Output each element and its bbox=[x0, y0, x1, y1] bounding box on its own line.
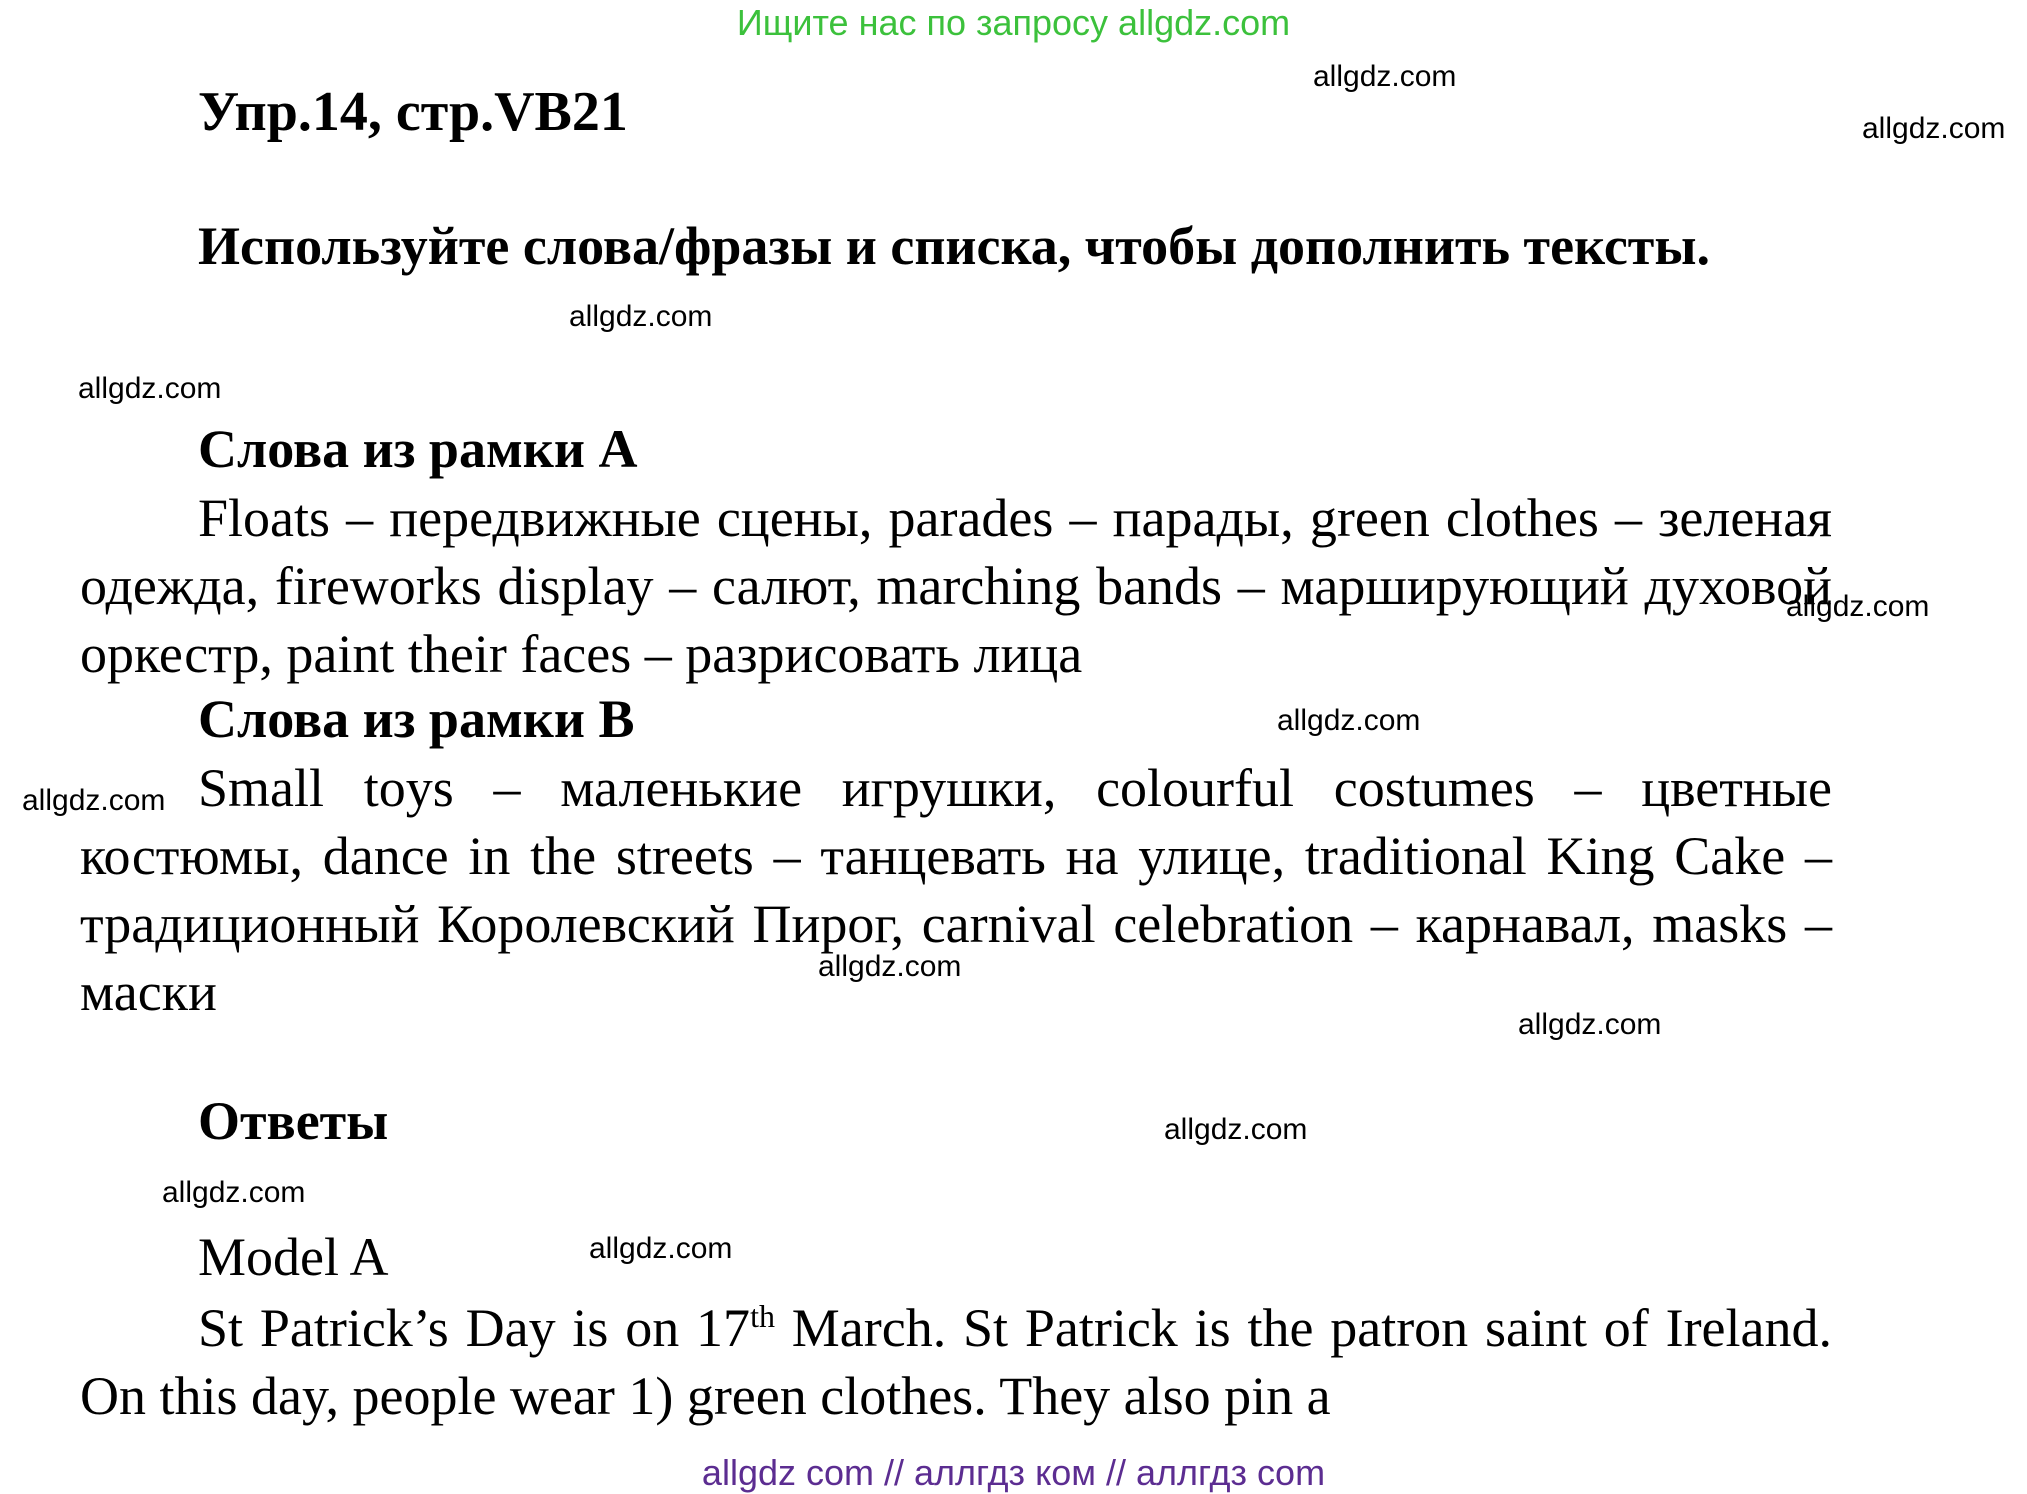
watermark: allgdz.com bbox=[1518, 1008, 1662, 1041]
box-a-text: Floats – передвижные сцены, parades – парады, green clothes – зеленая одежда, fireworks display – салют, marching bands – марширующий духовой оркестр, paint their faces – разрисовать лица bbox=[80, 488, 1832, 684]
answers-heading: Ответы bbox=[198, 1091, 389, 1151]
watermark: allgdz.com bbox=[589, 1232, 733, 1265]
watermark: allgdz.com bbox=[22, 784, 166, 817]
watermark: allgdz.com bbox=[78, 372, 222, 405]
answer-text bbox=[80, 1294, 1832, 1430]
task-instruction: Используйте слова/фразы и списка, чтобы дополнить тексты. bbox=[198, 216, 1710, 276]
watermark: allgdz.com bbox=[1862, 112, 2006, 145]
answer-text-rest: March. St Patrick is the patron saint of Ireland. On this day, people wear 1) green clothes. They also pin a bbox=[80, 1298, 1832, 1426]
ordinal-suffix: th bbox=[750, 1298, 775, 1334]
model-a-label: Model A bbox=[198, 1227, 389, 1287]
watermark: allgdz.com bbox=[818, 950, 962, 983]
top-banner[interactable]: Ищите нас по запросу allgdz.com bbox=[736, 2, 1291, 43]
answer-text-start: St Patrick’s Day is on 17 bbox=[198, 1298, 751, 1358]
watermark: allgdz.com bbox=[1313, 60, 1457, 93]
box-a-heading: Слова из рамки А bbox=[198, 419, 638, 479]
watermark: allgdz.com bbox=[1786, 590, 1930, 623]
footer-links[interactable]: allgdz com // аллгдз ком // аллгдз com bbox=[701, 1452, 1326, 1493]
exercise-title: Упр.14, стр.VB21 bbox=[198, 81, 628, 143]
box-b-heading: Слова из рамки В bbox=[198, 689, 635, 749]
watermark: allgdz.com bbox=[1277, 704, 1421, 737]
box-b-text: Small toys – маленькие игрушки, colourful costumes – цветные костюмы, dance in the streets – танцевать на улице, traditional King Cake – традиционный Королевский Пирог, carnival celebration – карнавал, masks – маски bbox=[80, 758, 1832, 1022]
watermark: allgdz.com bbox=[1164, 1113, 1308, 1146]
watermark: allgdz.com bbox=[569, 300, 713, 333]
watermark: allgdz.com bbox=[162, 1176, 306, 1209]
